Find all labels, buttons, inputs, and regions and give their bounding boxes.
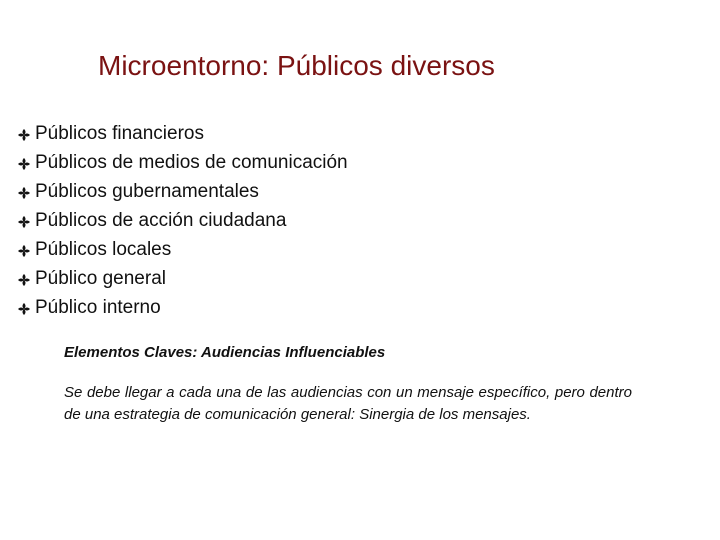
bullet-item [18, 206, 348, 235]
bullet-list [18, 119, 348, 322]
bullet-item [18, 293, 348, 322]
bullet-item [18, 264, 348, 293]
fleur-bullet-icon [18, 245, 30, 257]
bullet-label: Público interno [35, 296, 161, 318]
fleur-bullet-icon [18, 303, 30, 315]
bullet-label: Públicos financieros [35, 122, 204, 144]
slide-title: Microentorno: Públicos diversos [98, 50, 495, 81]
bullet-item [18, 148, 348, 177]
bullet-label: Públicos de acción ciudadana [35, 209, 287, 231]
fleur-bullet-icon [18, 274, 30, 286]
bullet-label: Público general [35, 267, 166, 289]
bullet-label: Públicos gubernamentales [35, 180, 259, 202]
fleur-bullet-icon [18, 129, 30, 141]
bullet-item [18, 119, 348, 148]
fleur-bullet-icon [18, 158, 30, 170]
bullet-item [18, 235, 348, 264]
key-elements-heading: Elementos Claves: Audiencias Influenciables [64, 344, 386, 361]
bullet-label: Públicos locales [35, 238, 172, 260]
key-elements-text: Se debe llegar a cada una de las audiencias con un mensaje específico, pero dentro de una estrategia de comunicación general: Sinergia de los mensajes. [64, 384, 632, 423]
bullet-item [18, 177, 348, 206]
fleur-bullet-icon [18, 187, 30, 199]
fleur-bullet-icon [18, 216, 30, 228]
bullet-label: Públicos de medios de comunicación [35, 151, 348, 173]
